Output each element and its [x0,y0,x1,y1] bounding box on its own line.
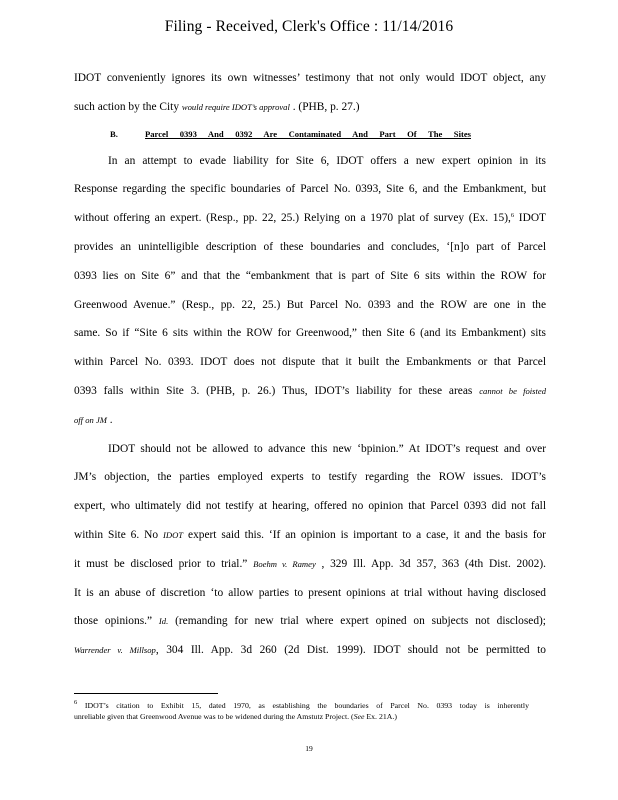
case-citation: Id. [158,616,169,627]
site6-line-5: 0393 lies on Site 6” and that the “embankment that is part of Site 6 sits within the ROW for [74,269,546,282]
paragraph-top-line-2: such action by the City would require IDOT’s approval . (PHB, p. 27.) [74,100,360,113]
site6-line-6: Greenwood Avenue.” (Resp., pp. 22, 25.) But Parcel No. 0393 and the ROW are one in the [74,298,546,311]
opinion-line-2: JM’s objection, the parties employed experts to testify regarding the ROW issues. IDOT’s [74,471,546,484]
italic-phrase: IDOT [163,529,184,540]
site6-line-3: without offering an expert. (Resp., pp. 22, 25.) Relying on a 1970 plat of survey (Ex. 15),$^6$ IDOT [74,212,546,225]
section-letter: B. [110,128,118,139]
italic-signal: See [353,712,365,721]
document-body [74,64,546,665]
site6-line-10: off on JM . [74,413,113,426]
italic-phrase: cannot be foisted [479,385,546,396]
italic-phrase: off on JM [74,414,107,425]
opinion-line-7: those opinions.” Id. (remanding for new trial where expert opined on subjects not disclosed); [74,615,546,628]
site6-line-4: provides an unintelligible description of these boundaries and concludes, ‘[n]o part of Parcel [74,240,546,253]
site6-line-7: same. So if “Site 6 sits within the ROW for Greenwood,” then Site 6 (and its Embankment) sits [74,327,546,340]
footnote [74,700,529,722]
footnote-line-1: $^6$ IDOT’s citation to Exhibit 15, dated 1970, as establishing the boundaries of Parcel No. 0393 today is inherently [74,699,529,710]
opinion-line-5: it must be disclosed prior to trial.” Boehm v. Ramey , 329 Ill. App. 3d 357, 363 (4th Dist. 2002). [74,557,546,570]
section-title: Parcel 0393 And 0392 Are Contaminated And Part Of The Sites [145,128,471,139]
italic-phrase: would require IDOT’s approval [181,101,290,112]
opinion-line-6: It is an abuse of discretion ‘to allow parties to present opinions at trial without having disclosed [74,586,546,599]
case-citation: Warrender v. Millsop [74,645,156,656]
site6-line-1: In an attempt to evade liability for Site 6, IDOT offers a new expert opinion in its [108,154,546,167]
footnote-ref: 6 [510,212,515,220]
filing-header: Filing - Received, Clerk's Office : 11/14/2016 [164,18,454,35]
site6-line-2: Response regarding the specific boundaries of Parcel No. 0393, Site 6, and the Embankment, but [74,183,546,196]
footnote-line-2: unreliable given that Greenwood Avenue was to be widened during the Amstutz Project. (See Ex. 21A.) [74,712,397,721]
site6-line-9: 0393 falls within Site 3. (PHB, p. 26.) Thus, IDOT’s liability for these areas cannot be foisted [74,384,546,397]
section-heading [110,122,546,147]
opinion-line-3: expert, who ultimately did not testify at hearing, offered no opinion that Parcel 0393 did not fall [74,500,546,513]
paragraph-top-line-1: IDOT conveniently ignores its own witnesses’ testimony that not only would IDOT object, any [74,72,546,84]
page-number: 19 [305,744,313,753]
opinion-line-1: IDOT should not be allowed to advance this new ‘bpinion.” At IDOT’s request and over [108,442,546,455]
case-citation: Boehm v. Ramey [253,558,316,569]
opinion-line-8: Warrender v. Millsop, 304 Ill. App. 3d 260 (2d Dist. 1999). IDOT should not be permitted to [74,644,547,657]
footnote-marker: 6 [74,699,78,706]
footnote-divider [74,693,218,694]
opinion-line-4: within Site 6. No IDOT expert said this. ‘If an opinion is important to a case, it and the basis for [74,528,546,541]
site6-line-8: within Parcel No. 0393. IDOT does not dispute that it built the Embankments or that Parcel [74,356,546,369]
